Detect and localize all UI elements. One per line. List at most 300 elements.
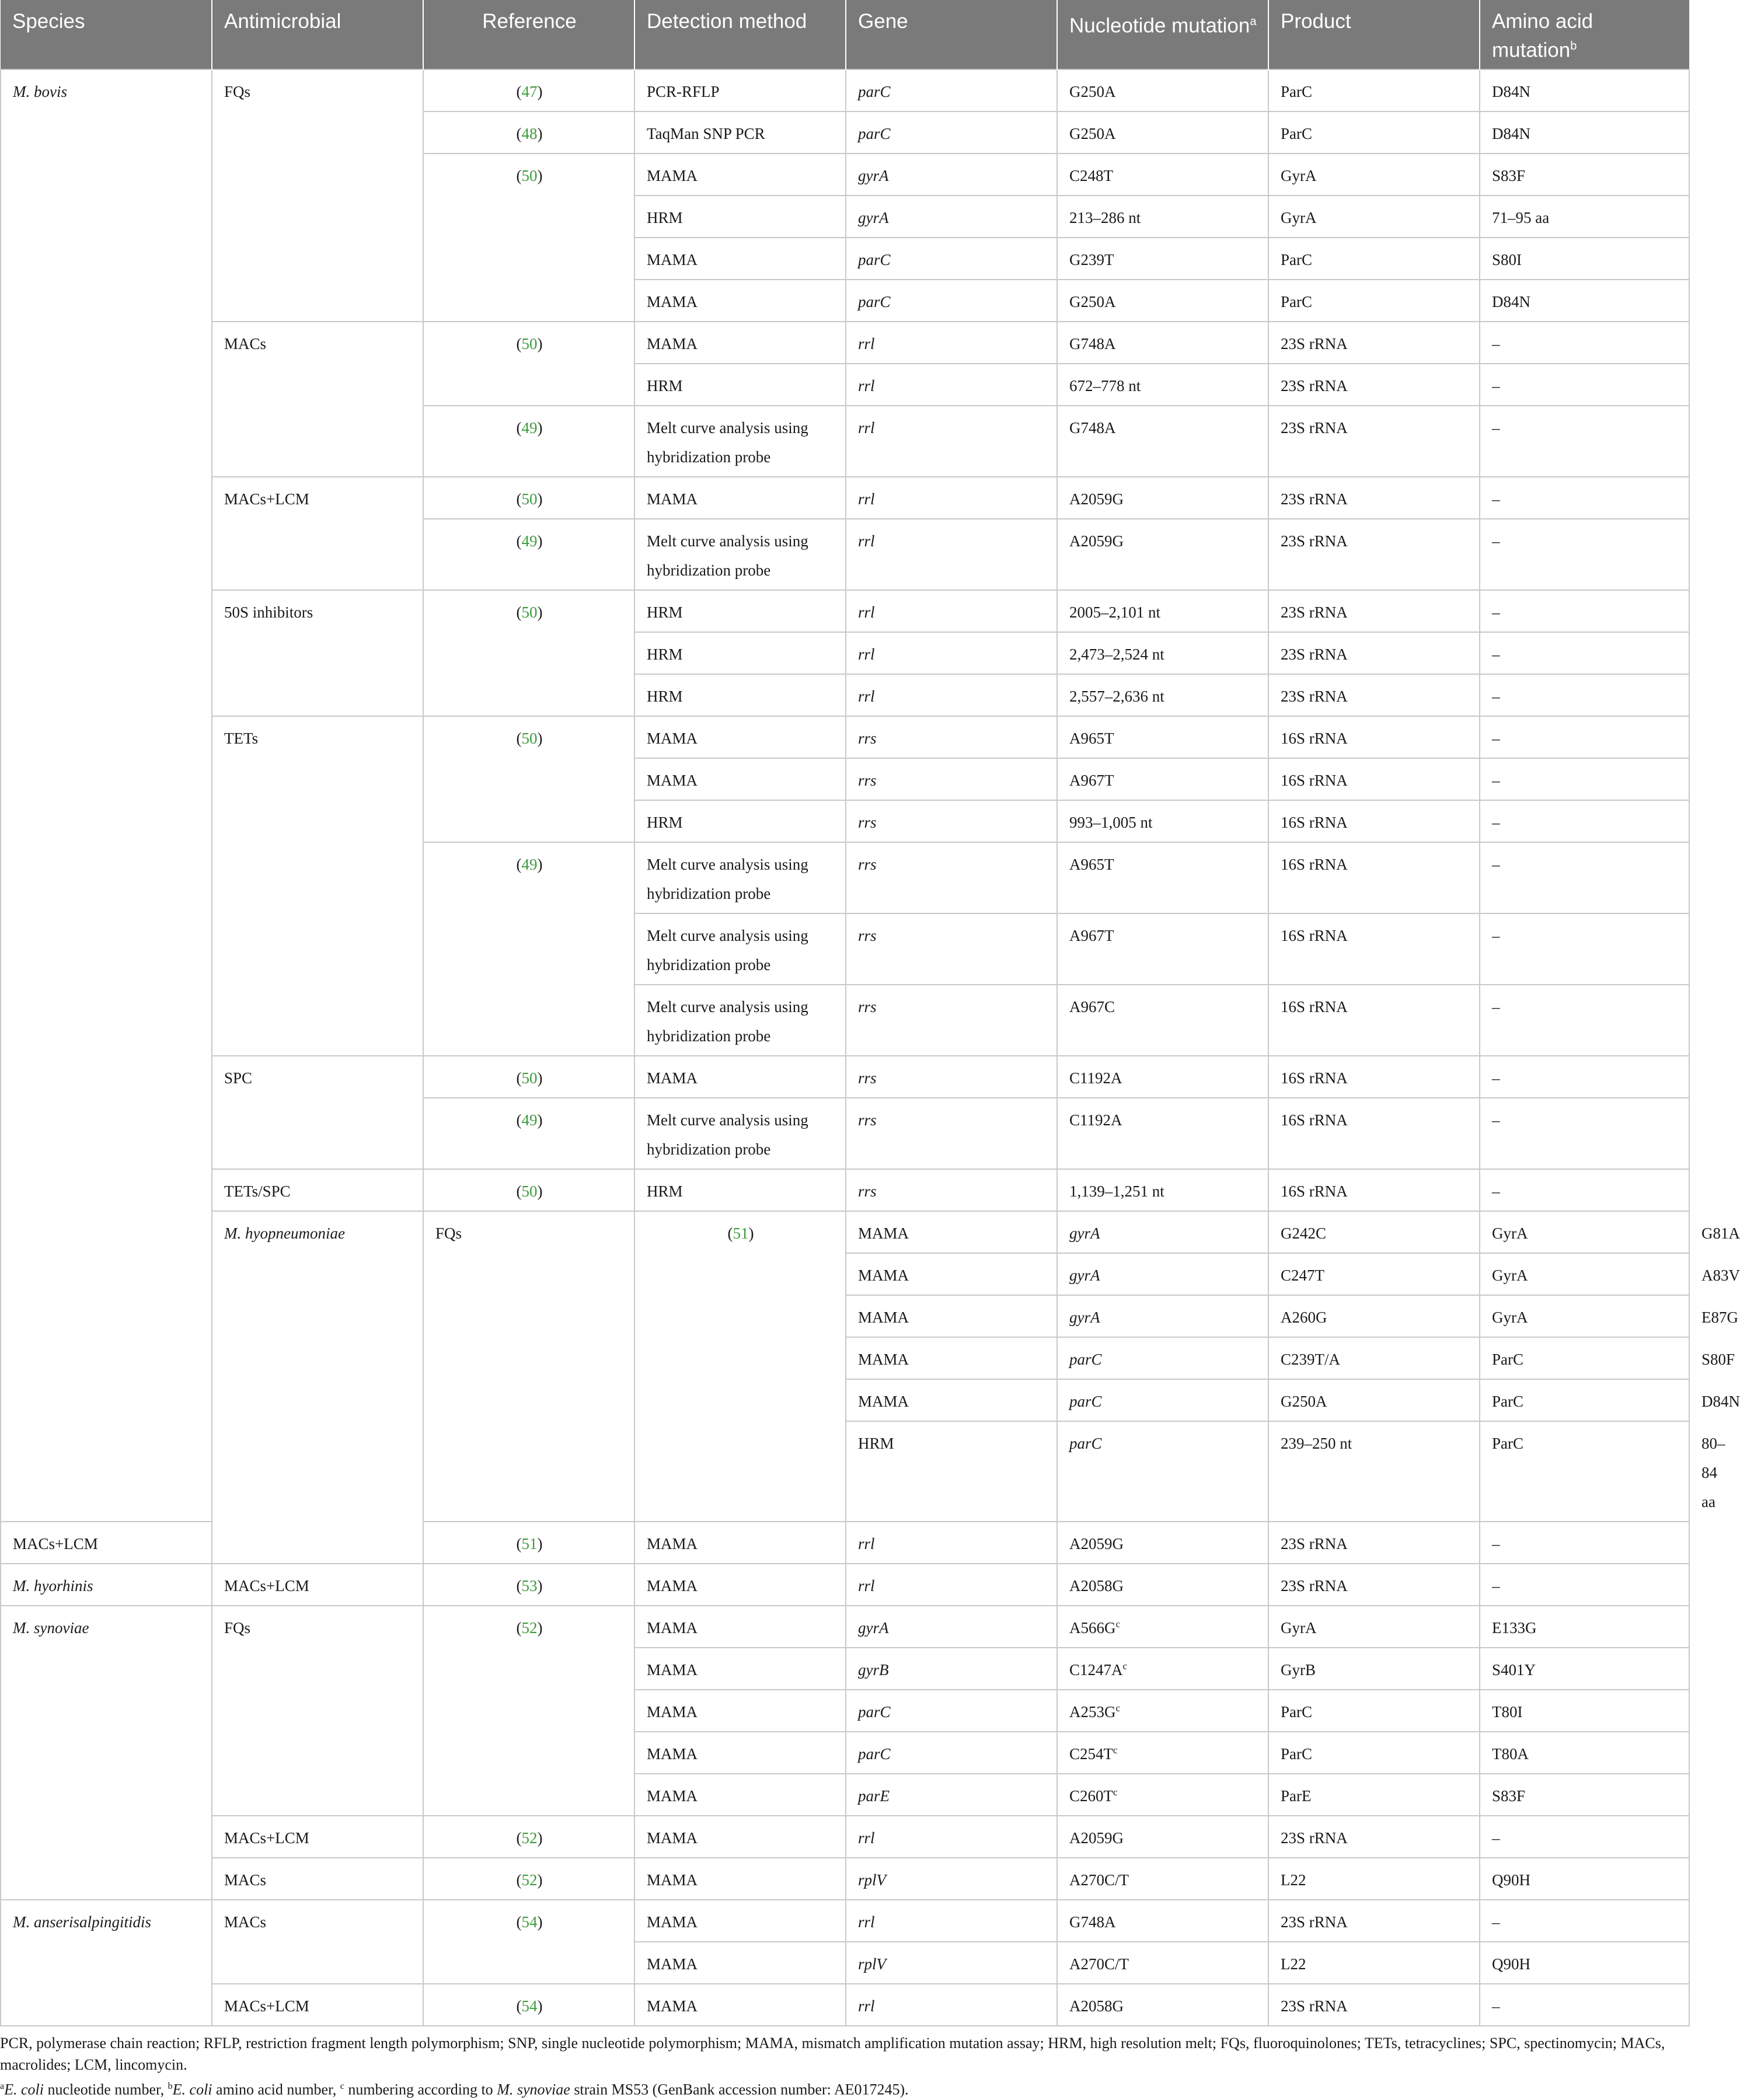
amino-acid-mutation-cell: – <box>1480 1900 1689 1942</box>
gene-cell: rplV <box>846 1942 1057 1984</box>
product-cell: 23S rRNA <box>1268 364 1480 406</box>
nucleotide-mutation-value: A566G <box>1069 1618 1116 1637</box>
nucleotide-mutation-cell <box>1057 1816 1268 1858</box>
detection-method-cell: MAMA <box>846 1211 1057 1253</box>
table-row <box>1 1606 1689 1648</box>
detection-method-cell: MAMA <box>846 1253 1057 1295</box>
reference-link[interactable]: 54 <box>521 1913 538 1931</box>
table-row <box>1 1858 1689 1900</box>
nucleotide-mutation-cell <box>1057 111 1268 154</box>
reference-link[interactable]: 53 <box>521 1576 538 1595</box>
gene-cell: gyrA <box>846 1606 1057 1648</box>
reference-link[interactable]: 51 <box>521 1534 538 1553</box>
nucleotide-mutation-cell <box>1057 280 1268 322</box>
amino-acid-mutation-cell: D84N <box>1480 280 1689 322</box>
gene-cell: rrs <box>846 1098 1057 1169</box>
nucleotide-mutation-value: A965T <box>1069 729 1114 747</box>
species-cell: M. hyopneumoniae <box>212 1211 423 1564</box>
nucleotide-mutation-value: 2,557–2,636 nt <box>1069 687 1164 705</box>
amino-acid-mutation-cell: – <box>1480 716 1689 758</box>
reference-cell: (50) <box>423 322 634 406</box>
reference-cell: (51) <box>423 1522 634 1564</box>
amino-acid-mutation-cell: – <box>1480 406 1689 477</box>
nucleotide-mutation-cell <box>1057 1732 1268 1774</box>
product-cell: ParC <box>1480 1379 1689 1421</box>
nucleotide-mutation-footnote-mark: c <box>1115 1702 1121 1714</box>
footnote-abbreviations: PCR, polymerase chain reaction; RFLP, restriction fragment length polymorphism; SNP, single nucleotide polymorphism; MAMA, mismatch amplification mutation assay; HRM, high resolution melt; FQs, fluoroquinolones; TETs, tetracyclines; SPC, spectinomycin; MACs, macrolides; LCM, lincomycin. <box>0 2034 1665 2073</box>
detection-method-cell: HRM <box>634 590 846 632</box>
reference-link[interactable]: 49 <box>521 532 538 550</box>
reference-link[interactable]: 49 <box>521 1111 538 1129</box>
gene-cell: gyrB <box>846 1648 1057 1690</box>
nucleotide-mutation-value: A2059G <box>1069 490 1124 508</box>
header-product: Product <box>1268 0 1480 69</box>
nucleotide-mutation-value: C248T <box>1069 166 1114 184</box>
nucleotide-mutation-value: A2059G <box>1069 1534 1124 1553</box>
gene-cell: parC <box>846 238 1057 280</box>
nucleotide-mutation-cell <box>1057 1056 1268 1098</box>
product-cell: 16S rRNA <box>1268 913 1480 985</box>
product-cell: 23S rRNA <box>1268 322 1480 364</box>
amino-acid-mutation-cell: D84N <box>1480 111 1689 154</box>
reference-link[interactable]: 48 <box>521 124 538 142</box>
product-cell: 16S rRNA <box>1268 985 1480 1056</box>
nucleotide-mutation-cell <box>1057 154 1268 196</box>
amino-acid-mutation-cell: – <box>1480 1984 1689 2026</box>
gene-cell: rrs <box>846 1056 1057 1098</box>
detection-method-cell: MAMA <box>634 1606 846 1648</box>
antimicrobial-cell: MACs+LCM <box>212 1816 423 1858</box>
gene-cell: parC <box>846 1690 1057 1732</box>
amino-acid-mutation-cell: D84N <box>1480 69 1689 111</box>
nucleotide-mutation-footnote-mark: c <box>1122 1660 1128 1672</box>
reference-link[interactable]: 54 <box>521 1997 538 2015</box>
reference-cell: (49) <box>423 519 634 590</box>
nucleotide-mutation-value: A967T <box>1069 926 1114 944</box>
amino-acid-mutation-cell: – <box>1480 1816 1689 1858</box>
footnote-numbering <box>0 2075 1689 2100</box>
amino-acid-mutation-cell: T80A <box>1480 1732 1689 1774</box>
reference-cell: (50) <box>423 1169 634 1211</box>
gene-cell: gyrA <box>846 154 1057 196</box>
nucleotide-mutation-cell <box>1057 985 1268 1056</box>
header-amino-acid-mutation <box>1480 0 1689 69</box>
nucleotide-mutation-cell <box>1057 477 1268 519</box>
detection-method-cell: MAMA <box>634 1564 846 1606</box>
product-cell: 16S rRNA <box>1268 1056 1480 1098</box>
reference-cell: (50) <box>423 716 634 842</box>
table-row <box>1 69 1689 111</box>
product-cell: 23S rRNA <box>1268 1900 1480 1942</box>
nucleotide-mutation-value: 672–778 nt <box>1069 376 1141 395</box>
product-cell: 16S rRNA <box>1268 758 1480 800</box>
amino-acid-mutation-cell: – <box>1480 913 1689 985</box>
nucleotide-mutation-value: C260T <box>1069 1787 1114 1805</box>
nucleotide-mutation-value: 213–286 nt <box>1069 208 1141 226</box>
detection-method-cell: MAMA <box>846 1337 1057 1379</box>
nucleotide-mutation-cell <box>1057 758 1268 800</box>
species-cell: M. synoviae <box>1 1606 212 1900</box>
gene-cell: rrs <box>846 800 1057 842</box>
table-row <box>1 1169 1689 1211</box>
product-cell: 23S rRNA <box>1268 1984 1480 2026</box>
reference-link[interactable]: 50 <box>521 603 538 621</box>
nucleotide-mutation-cell <box>1057 1169 1268 1211</box>
table-footnotes <box>0 2026 1689 2100</box>
amino-acid-mutation-cell: – <box>1480 800 1689 842</box>
product-cell: GyrA <box>1480 1253 1689 1295</box>
header-amino-acid-mutation-label: Amino acid mutation <box>1492 10 1593 62</box>
antimicrobial-cell: TETs/SPC <box>212 1169 423 1211</box>
product-cell: 23S rRNA <box>1268 477 1480 519</box>
product-cell: GyrA <box>1268 154 1480 196</box>
table-row <box>1 1816 1689 1858</box>
reference-cell: (50) <box>423 1056 634 1098</box>
header-nucleotide-mutation-sup: a <box>1250 15 1257 28</box>
nucleotide-mutation-cell <box>1057 1522 1268 1564</box>
gene-cell: gyrA <box>1057 1295 1268 1337</box>
gene-cell: rrl <box>846 1900 1057 1942</box>
nucleotide-mutation-cell <box>1057 913 1268 985</box>
table-row <box>1 322 1689 364</box>
detection-method-cell: MAMA <box>634 1816 846 1858</box>
amino-acid-mutation-cell: – <box>1480 1522 1689 1564</box>
nucleotide-mutation-cell <box>1057 406 1268 477</box>
product-cell: 23S rRNA <box>1268 406 1480 477</box>
species-cell: M. bovis <box>1 69 212 1522</box>
detection-method-cell: HRM <box>846 1421 1057 1522</box>
gene-cell: rrl <box>846 519 1057 590</box>
antimicrobial-cell: MACs+LCM <box>212 477 423 590</box>
table-row: MAMA gyrA C247T GyrA A83V <box>1 1253 1689 1295</box>
product-cell: GyrB <box>1268 1648 1480 1690</box>
detection-method-cell: Melt curve analysis using hybridization probe <box>634 1098 846 1169</box>
nucleotide-mutation-cell <box>1057 1858 1268 1900</box>
detection-method-cell: MAMA <box>634 1774 846 1816</box>
footnote-ecoli-2: E. coli <box>172 2081 212 2098</box>
detection-method-cell: Melt curve analysis using hybridization probe <box>634 842 846 913</box>
detection-method-cell: MAMA <box>634 1522 846 1564</box>
gene-cell: gyrA <box>846 196 1057 238</box>
product-cell: ParE <box>1268 1774 1480 1816</box>
nucleotide-mutation-value: C1247A <box>1069 1661 1123 1679</box>
footnote-sup-b: b <box>168 2081 173 2091</box>
amino-acid-mutation-cell: S401Y <box>1480 1648 1689 1690</box>
nucleotide-mutation-value: G242C <box>1281 1224 1327 1242</box>
detection-method-cell: MAMA <box>634 280 846 322</box>
product-cell: 23S rRNA <box>1268 1816 1480 1858</box>
nucleotide-mutation-cell <box>1057 69 1268 111</box>
reference-link[interactable]: 50 <box>521 1069 538 1087</box>
nucleotide-mutation-cell <box>1057 1648 1268 1690</box>
reference-link[interactable]: 52 <box>521 1618 538 1637</box>
detection-method-cell: MAMA <box>634 322 846 364</box>
nucleotide-mutation-cell <box>1057 238 1268 280</box>
nucleotide-mutation-footnote-mark: c <box>1115 1618 1121 1630</box>
nucleotide-mutation-cell <box>1268 1295 1480 1337</box>
product-cell: 23S rRNA <box>1268 632 1480 674</box>
amino-acid-mutation-cell: – <box>1480 674 1689 716</box>
detection-method-cell: HRM <box>634 196 846 238</box>
product-cell: 16S rRNA <box>1268 716 1480 758</box>
antimicrobial-cell: 50S inhibitors <box>212 590 423 716</box>
nucleotide-mutation-value: 2005–2,101 nt <box>1069 603 1161 621</box>
nucleotide-mutation-value: 1,139–1,251 nt <box>1069 1182 1164 1200</box>
nucleotide-mutation-cell <box>1057 1900 1268 1942</box>
product-cell: 16S rRNA <box>1268 800 1480 842</box>
antimicrobial-cell: MACs <box>212 322 423 477</box>
product-cell: 23S rRNA <box>1268 1564 1480 1606</box>
nucleotide-mutation-value: C254T <box>1069 1745 1114 1763</box>
header-detection-method: Detection method <box>634 0 846 69</box>
amino-acid-mutation-cell: S83F <box>1480 154 1689 196</box>
footnote-text-d: strain MS53 (GenBank accession number: AE017245). <box>570 2081 909 2098</box>
antimicrobial-cell: MACs+LCM <box>212 1564 423 1606</box>
antimicrobial-cell: TETs <box>212 716 423 1056</box>
gene-cell: rrl <box>846 632 1057 674</box>
reference-link[interactable]: 50 <box>521 490 538 508</box>
reference-cell: (52) <box>423 1858 634 1900</box>
reference-cell: (47) <box>423 69 634 111</box>
nucleotide-mutation-value: A967C <box>1069 997 1115 1016</box>
antimicrobial-cell: FQs <box>212 1606 423 1816</box>
product-cell: 23S rRNA <box>1268 1522 1480 1564</box>
product-cell: ParC <box>1268 1732 1480 1774</box>
reference-cell: (51) <box>634 1211 846 1522</box>
gene-cell: rrs <box>846 758 1057 800</box>
nucleotide-mutation-cell <box>1268 1379 1480 1421</box>
gene-cell: rrs <box>846 716 1057 758</box>
detection-method-cell: HRM <box>634 1169 846 1211</box>
reference-link[interactable]: 50 <box>521 334 538 353</box>
reference-link[interactable]: 49 <box>521 418 538 437</box>
reference-link[interactable]: 50 <box>521 1182 538 1200</box>
gene-cell: parC <box>846 1732 1057 1774</box>
detection-method-cell: HRM <box>634 632 846 674</box>
nucleotide-mutation-value: A2059G <box>1069 532 1124 550</box>
reference-cell: (50) <box>423 154 634 322</box>
nucleotide-mutation-value: 239–250 nt <box>1281 1434 1352 1452</box>
nucleotide-mutation-cell <box>1057 196 1268 238</box>
footnote-text-c: numbering according to <box>344 2081 497 2098</box>
nucleotide-mutation-cell <box>1057 632 1268 674</box>
gene-cell: parC <box>1057 1337 1268 1379</box>
amino-acid-mutation-cell: – <box>1480 985 1689 1056</box>
detection-method-cell: MAMA <box>634 154 846 196</box>
gene-cell: parC <box>846 111 1057 154</box>
header-row <box>1 0 1689 69</box>
gene-cell: rrl <box>846 364 1057 406</box>
nucleotide-mutation-value: A270C/T <box>1069 1871 1129 1889</box>
gene-cell: parC <box>846 69 1057 111</box>
nucleotide-mutation-cell <box>1057 800 1268 842</box>
product-cell: ParC <box>1268 111 1480 154</box>
reference-cell: (50) <box>423 590 634 716</box>
reference-cell: (50) <box>423 477 634 519</box>
gene-cell: rrl <box>846 1816 1057 1858</box>
gene-cell: gyrA <box>1057 1253 1268 1295</box>
species-cell: M. hyorhinis <box>1 1564 212 1606</box>
amino-acid-mutation-cell: – <box>1480 1098 1689 1169</box>
detection-method-cell: Melt curve analysis using hybridization probe <box>634 406 846 477</box>
detection-method-cell: MAMA <box>634 1942 846 1984</box>
amino-acid-mutation-cell: – <box>1480 1056 1689 1098</box>
nucleotide-mutation-value: G250A <box>1069 124 1116 142</box>
gene-cell: rplV <box>846 1858 1057 1900</box>
detection-method-cell: MAMA <box>846 1379 1057 1421</box>
footnote-text-a: nucleotide number, <box>43 2081 168 2098</box>
footnote-text-b: amino acid number, <box>212 2081 340 2098</box>
product-cell: ParC <box>1268 238 1480 280</box>
nucleotide-mutation-cell <box>1057 1564 1268 1606</box>
product-cell: ParC <box>1268 1690 1480 1732</box>
reference-link[interactable]: 50 <box>521 729 538 747</box>
amino-acid-mutation-cell: – <box>1480 1564 1689 1606</box>
nucleotide-mutation-cell <box>1057 674 1268 716</box>
table-row <box>1 716 1689 758</box>
detection-method-cell: MAMA <box>634 477 846 519</box>
nucleotide-mutation-value: G250A <box>1281 1392 1327 1410</box>
product-cell: ParC <box>1268 69 1480 111</box>
product-cell: GyrA <box>1268 1606 1480 1648</box>
nucleotide-mutation-cell <box>1057 364 1268 406</box>
nucleotide-mutation-cell <box>1057 519 1268 590</box>
nucleotide-mutation-cell <box>1057 1774 1268 1816</box>
header-amino-acid-mutation-sup: b <box>1570 40 1577 53</box>
reference-cell: (48) <box>423 111 634 154</box>
nucleotide-mutation-cell <box>1057 590 1268 632</box>
detection-method-cell: PCR-RFLP <box>634 69 846 111</box>
table-row <box>1 590 1689 632</box>
gene-cell: rrl <box>846 1522 1057 1564</box>
detection-method-cell: MAMA <box>634 1690 846 1732</box>
reference-link[interactable]: 49 <box>521 855 538 873</box>
amino-acid-mutation-cell: – <box>1480 590 1689 632</box>
header-antimicrobial: Antimicrobial <box>212 0 423 69</box>
table-row: MAMA gyrA A260G GyrA E87G <box>1 1295 1689 1337</box>
detection-method-cell: HRM <box>634 800 846 842</box>
amino-acid-mutation-cell: – <box>1480 364 1689 406</box>
nucleotide-mutation-cell <box>1057 1606 1268 1648</box>
amino-acid-mutation-cell: – <box>1480 322 1689 364</box>
gene-cell: rrl <box>846 674 1057 716</box>
reference-link[interactable]: 52 <box>521 1871 538 1889</box>
product-cell: ParC <box>1480 1421 1689 1522</box>
reference-link[interactable]: 47 <box>521 82 538 100</box>
reference-link[interactable]: 50 <box>521 166 538 184</box>
gene-cell: rrl <box>846 590 1057 632</box>
gene-cell: gyrA <box>1057 1211 1268 1253</box>
header-species: Species <box>1 0 212 69</box>
detection-method-cell: MAMA <box>634 716 846 758</box>
detection-method-cell: Melt curve analysis using hybridization probe <box>634 913 846 985</box>
antimicrobial-cell: MACs+LCM <box>1 1522 212 1564</box>
detection-method-cell: HRM <box>634 674 846 716</box>
amino-acid-mutation-cell: T80I <box>1480 1690 1689 1732</box>
table-row <box>1 1056 1689 1098</box>
nucleotide-mutation-cell <box>1268 1253 1480 1295</box>
reference-cell: (49) <box>423 1098 634 1169</box>
gene-cell: rrs <box>846 985 1057 1056</box>
nucleotide-mutation-footnote-mark: c <box>1113 1744 1118 1756</box>
antimicrobial-cell: MACs <box>212 1858 423 1900</box>
gene-cell: rrl <box>846 406 1057 477</box>
detection-method-cell: TaqMan SNP PCR <box>634 111 846 154</box>
footnote-ecoli-1: E. coli <box>4 2081 44 2098</box>
product-cell: ParC <box>1480 1337 1689 1379</box>
nucleotide-mutation-value: A253G <box>1069 1703 1116 1721</box>
amino-acid-mutation-cell: – <box>1480 1169 1689 1211</box>
reference-link[interactable]: 52 <box>521 1829 538 1847</box>
reference-cell: (52) <box>423 1816 634 1858</box>
nucleotide-mutation-cell <box>1268 1421 1480 1522</box>
amino-acid-mutation-cell: Q90H <box>1480 1858 1689 1900</box>
antimicrobial-cell: FQs <box>212 69 423 322</box>
detection-method-cell: HRM <box>634 364 846 406</box>
amino-acid-mutation-cell: – <box>1480 519 1689 590</box>
gene-cell: rrs <box>846 1169 1057 1211</box>
footnote-sup-c: c <box>340 2081 344 2091</box>
gene-cell: rrs <box>846 842 1057 913</box>
nucleotide-mutation-value: G748A <box>1069 334 1116 353</box>
reference-cell: (54) <box>423 1984 634 2026</box>
amino-acid-mutation-cell: – <box>1480 632 1689 674</box>
nucleotide-mutation-cell <box>1057 1942 1268 1984</box>
reference-cell: (49) <box>423 842 634 1056</box>
detection-method-cell: MAMA <box>634 1984 846 2026</box>
gene-cell: rrl <box>846 477 1057 519</box>
product-cell: GyrA <box>1480 1295 1689 1337</box>
amino-acid-mutation-cell: S83F <box>1480 1774 1689 1816</box>
nucleotide-mutation-value: C247T <box>1281 1266 1325 1284</box>
product-cell: ParC <box>1268 280 1480 322</box>
nucleotide-mutation-value: G748A <box>1069 418 1116 437</box>
nucleotide-mutation-value: C239T/A <box>1281 1350 1341 1368</box>
nucleotide-mutation-value: C1192A <box>1069 1069 1122 1087</box>
nucleotide-mutation-cell <box>1057 842 1268 913</box>
reference-link[interactable]: 51 <box>733 1224 749 1242</box>
nucleotide-mutation-cell <box>1057 1098 1268 1169</box>
nucleotide-mutation-footnote-mark: c <box>1113 1786 1118 1798</box>
nucleotide-mutation-value: G250A <box>1069 292 1116 311</box>
product-cell: GyrA <box>1268 196 1480 238</box>
nucleotide-mutation-value: A270C/T <box>1069 1955 1129 1973</box>
gene-cell: rrl <box>846 1984 1057 2026</box>
product-cell: 16S rRNA <box>1268 1098 1480 1169</box>
nucleotide-mutation-value: C1192A <box>1069 1111 1122 1129</box>
nucleotide-mutation-cell <box>1268 1337 1480 1379</box>
nucleotide-mutation-value: 2,473–2,524 nt <box>1069 645 1164 663</box>
table-row: M. hyopneumoniae FQs (51) MAMA gyrA G242C GyrA G81A <box>1 1211 1689 1253</box>
nucleotide-mutation-cell <box>1057 1690 1268 1732</box>
detection-method-cell: Melt curve analysis using hybridization probe <box>634 985 846 1056</box>
detection-method-cell: MAMA <box>846 1295 1057 1337</box>
nucleotide-mutation-cell <box>1057 322 1268 364</box>
antimicrobial-cell: MACs+LCM <box>212 1984 423 2026</box>
gene-cell: parC <box>846 280 1057 322</box>
footnote-sup-a: a <box>0 2081 5 2091</box>
detection-method-cell: MAMA <box>634 1858 846 1900</box>
antimicrobial-cell: FQs <box>423 1211 634 1522</box>
amino-acid-mutation-cell: Q90H <box>1480 1942 1689 1984</box>
gene-cell: rrs <box>846 913 1057 985</box>
gene-cell: parC <box>1057 1379 1268 1421</box>
nucleotide-mutation-cell <box>1057 716 1268 758</box>
product-cell: 23S rRNA <box>1268 590 1480 632</box>
amino-acid-mutation-cell: – <box>1480 477 1689 519</box>
antimicrobial-cell: SPC <box>212 1056 423 1169</box>
amino-acid-mutation-cell: – <box>1480 758 1689 800</box>
